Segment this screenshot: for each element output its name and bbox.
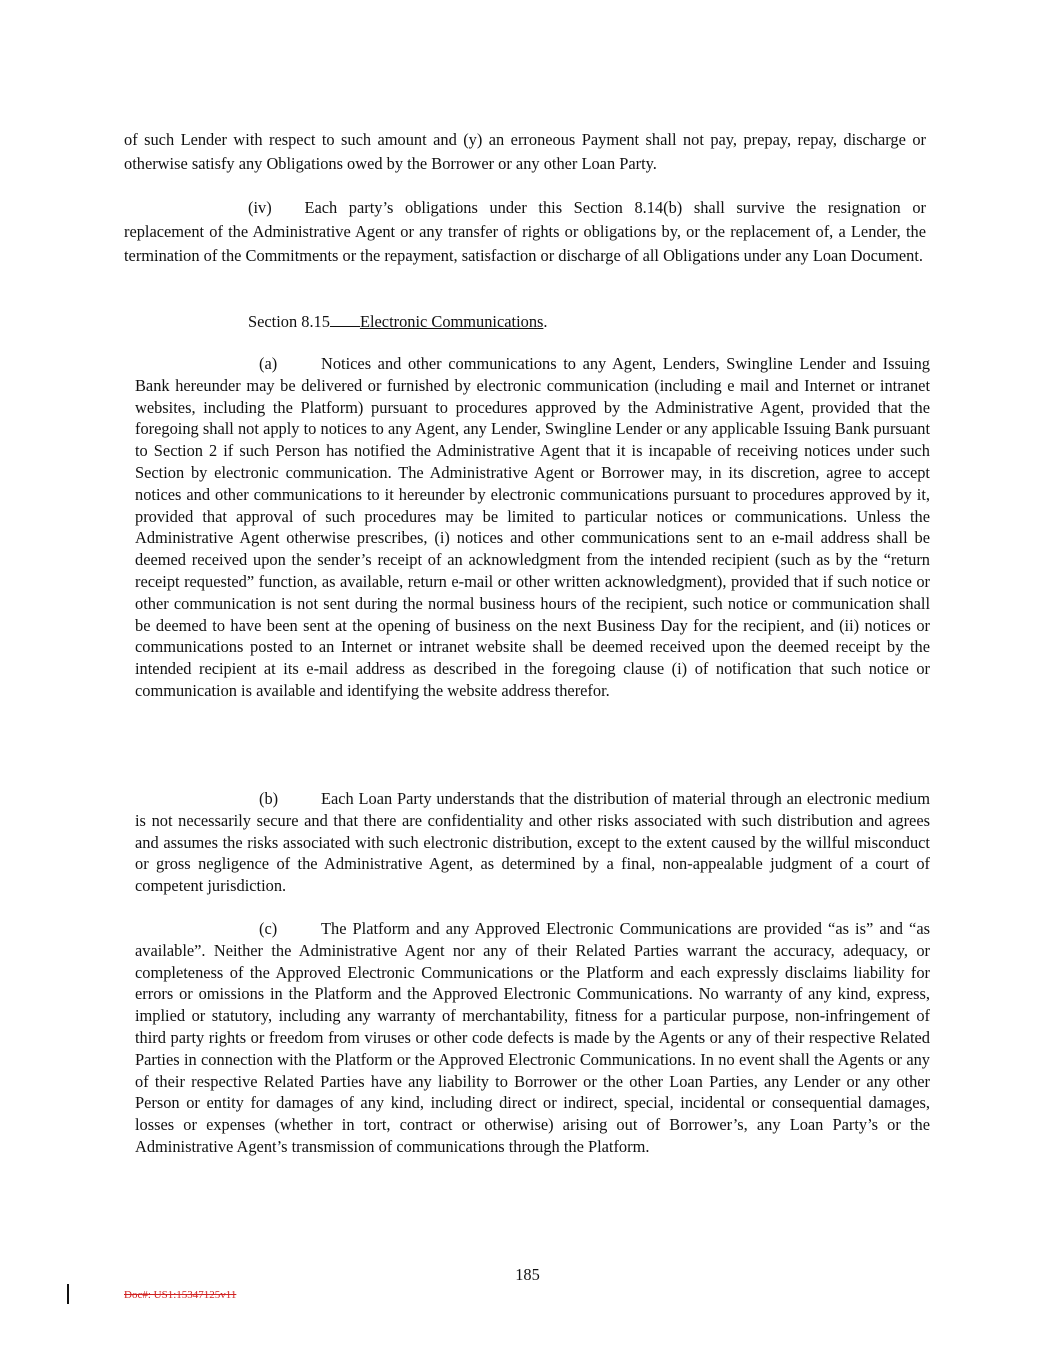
revision-bar [67, 1284, 69, 1304]
section-title-suffix: . [543, 312, 548, 331]
subsection-a-text: Notices and other communications to any Agent, Lenders, Swingline Lender and Issuing Bank hereunder may be delivered or furnished by electronic communication (including e mail and Internet or intranet websites, including the Platform) pursuant to procedures approved by the Administrative Agent, provided that the foregoing shall not apply to notices to any Agent, any Lender, Swingline Lender or any applicable Issuing Bank pursuant to Section 2 if such Person has notified the Administrative Agent that it is incapable of receiving notices under such Section by electronic communication. The Administrative Agent or Borrower may, in its discretion, agree to accept notices and other communications to it hereunder by electronic communications pursuant to procedures approved by it, provided that approval of such procedures may be limited to particular notices or communications. Unless the Administrative Agent otherwise prescribes, (i) notices and other communications sent to an e-mail address shall be deemed received upon the sender’s receipt of an acknowledgment from the intended recipient (such as by the “return receipt requested” function, as available, return e-mail or other written acknowledgment), provided that if such notice or other communication is not sent during the normal business hours of the recipient, such notice or communication shall be deemed to have been sent at the opening of business on the next Business Day for the recipient, and (ii) notices or communications posted to an Internet or intranet website shall be deemed received upon the deemed receipt by the intended recipient at its e-mail address as described in the foregoing clause (i) of notification that such notice or communication is available and identifying the website address therefor. [135, 354, 930, 700]
subsection-c [135, 918, 930, 1158]
subsection-c-label: (c) [259, 919, 278, 938]
section-heading [248, 310, 548, 334]
continuation-paragraph: of such Lender with respect to such amount and (y) an erroneous Payment shall not pay, prepay, repay, discharge or otherwise satisfy any Obligations owed by the Borrower or any other Loan Party. [124, 130, 926, 173]
subsection-c-text: The Platform and any Approved Electronic Communications are provided “as is” and “as available”. Neither the Administrative Agent nor any of their Related Parties warrant the accuracy, adequacy, or completeness of the Approved Electronic Communications or the Platform and each expressly disclaims liability for errors or omissions in the Platform and the Approved Electronic Communications. No warranty of any kind, express, implied or statutory, including any warranty of merchantability, fitness for a particular purpose, non-infringement of third party rights or freedom from viruses or other code defects is made by the Agents or any of their respective Related Parties in connection with the Platform or the Approved Electronic Communications. In no event shall the Agents or any of their respective Related Parties have any liability to Borrower or the other Loan Parties, any Lender or any other Person or entity for damages of any kind, including direct or indirect, special, incidental or consequential damages, losses or expenses (whether in tort, contract or otherwise) arising out of Borrower’s, any Loan Party’s or the Administrative Agent’s transmission of communications through the Platform. [135, 919, 930, 1156]
document-id-footer: Doc#: US1:15347125v11 [124, 1289, 237, 1301]
section-tab-underline [330, 310, 360, 327]
page-number: 185 [515, 1265, 540, 1284]
subsection-a [135, 353, 930, 702]
subsection-b-label: (b) [259, 789, 279, 808]
section-title: Electronic Communications [359, 312, 544, 331]
subsection-b [135, 788, 930, 897]
subsection-a-label: (a) [259, 354, 278, 373]
section-number: Section 8.15 [248, 312, 330, 331]
subsection-b-text: Each Loan Party understands that the distribution of material through an electronic medium is not necessarily secure and that there are confidentiality and other risks associated with such distribution and agrees and assumes the risks associated with such electronic distribution, except to the extent caused by the willful misconduct or gross negligence of the Administrative Agent, as determined by a final, non-appealable judgment of a court of competent jurisdiction. [135, 789, 930, 896]
paragraph-iv: (iv) Each party’s obligations under this Section 8.14(b) shall survive the resignation or replacement of the Administrative Agent or any transfer of rights or obligations by, or the replacement of, a Lender, the termination of the Commitments or the repayment, satisfaction or discharge of all Obligations under any Loan Document. [124, 198, 926, 265]
